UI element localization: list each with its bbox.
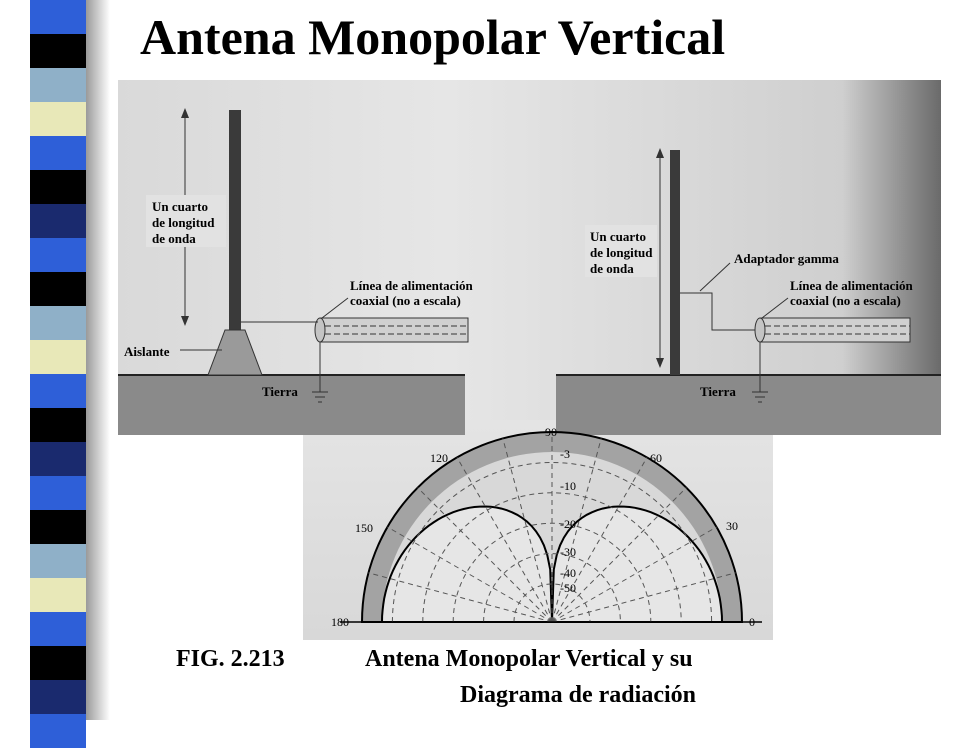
right-coax-cable xyxy=(760,318,910,342)
caption-line1: Antena Monopolar Vertical y su xyxy=(365,646,693,672)
insulator-label: Aislante xyxy=(124,344,170,359)
angle-label-0: 0 xyxy=(749,615,755,629)
db-label-10: -10 xyxy=(560,479,576,493)
left-feed-line-label2: coaxial (no a escala) xyxy=(350,293,461,308)
db-label-30: -30 xyxy=(560,545,576,559)
angle-label-180: 180 xyxy=(331,615,349,629)
angle-label-150: 150 xyxy=(355,521,373,535)
gamma-label: Adaptador gamma xyxy=(734,251,839,266)
left-feed-line-label1: Línea de alimentación xyxy=(350,278,473,293)
angle-label-90: 90 xyxy=(545,425,557,439)
slide-title: Antena Monopolar Vertical xyxy=(140,9,726,65)
left-ground-label: Tierra xyxy=(262,384,298,399)
right-antenna-diagram xyxy=(556,148,941,435)
db-label-50: -50 xyxy=(560,581,576,595)
angle-label-120: 120 xyxy=(430,451,448,465)
db-label-40: -40 xyxy=(560,566,576,580)
left-monopole xyxy=(229,110,241,330)
db-label-3: -3 xyxy=(560,447,570,461)
angle-label-60: 60 xyxy=(650,451,662,465)
right-ground-plane xyxy=(556,375,941,435)
right-quarter-wave-line1: Un cuarto xyxy=(590,229,646,244)
left-coax-cable xyxy=(320,318,468,342)
db-label-20: -20 xyxy=(560,517,576,531)
figure-number: FIG. 2.213 xyxy=(176,646,285,672)
left-insulator xyxy=(208,330,262,375)
left-quarter-wave-line3: de onda xyxy=(152,231,196,246)
right-quarter-wave-line2: de longitud xyxy=(590,245,653,260)
angle-label-30: 30 xyxy=(726,519,738,533)
right-monopole xyxy=(670,150,680,375)
right-feed-line-label2: coaxial (no a escala) xyxy=(790,293,901,308)
radiation-pattern xyxy=(331,425,762,629)
right-feed-line-label1: Línea de alimentación xyxy=(790,278,913,293)
left-quarter-wave-line2: de longitud xyxy=(152,215,215,230)
left-quarter-wave-line1: Un cuarto xyxy=(152,199,208,214)
right-quarter-wave-line3: de onda xyxy=(590,261,634,276)
caption-line2: Diagrama de radiación xyxy=(460,682,696,708)
right-ground-label: Tierra xyxy=(700,384,736,399)
left-antenna-diagram xyxy=(118,108,474,435)
gamma-match xyxy=(680,293,755,330)
